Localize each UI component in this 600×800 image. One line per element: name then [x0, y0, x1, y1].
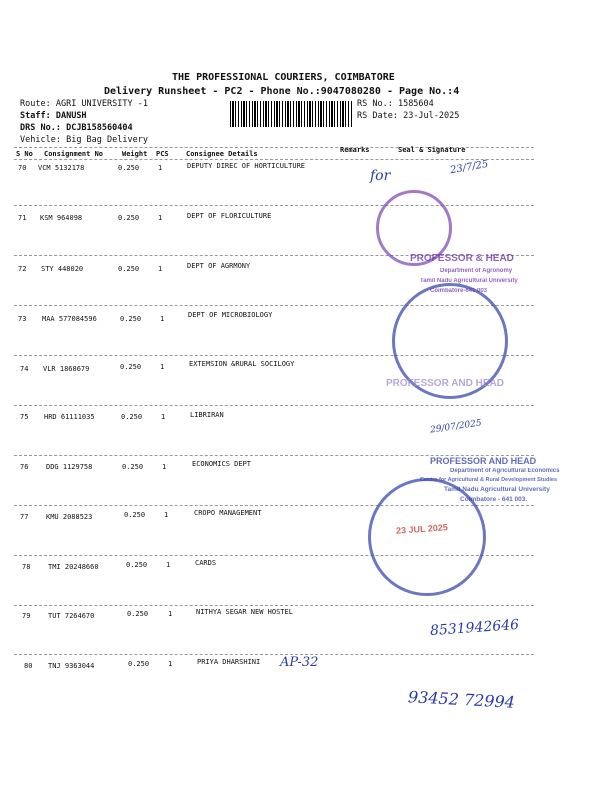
drs-label: DRS No.:	[20, 123, 61, 133]
row-pcs: 1	[158, 164, 163, 172]
row-cno: TUT 7264670	[48, 612, 95, 620]
row-consignee: ECONOMICS DEPT	[192, 460, 252, 468]
row-pcs: 1	[160, 363, 165, 371]
row-sno: 78	[22, 563, 31, 571]
staff-line	[20, 111, 87, 121]
row-rule	[14, 654, 534, 655]
row-sno: 79	[22, 612, 31, 620]
row-consignee: DEPT OF MICROBIOLOGY	[188, 311, 273, 319]
stamp-cards-centre: Centre for Agricultural & Rural Development Studies	[420, 477, 558, 483]
row-consignee: CARDS	[195, 559, 217, 567]
vehicle-label: Vehicle:	[20, 135, 61, 145]
stamp-professor-head-72: PROFESSOR & HEAD	[410, 253, 514, 264]
phone-note-80: 93452 72994	[407, 687, 516, 712]
row-weight: 0.250	[126, 561, 148, 569]
row-pcs: 1	[168, 610, 173, 618]
row-sno: 71	[18, 214, 27, 222]
row-consignee: DEPT OF AGRMONY	[187, 262, 251, 270]
seal-date-stamp: 23 JUL 2025	[395, 522, 449, 536]
rs-date-line	[357, 111, 459, 121]
signature-date-70: 23/7/25	[449, 158, 490, 177]
row-weight: 0.250	[118, 214, 140, 222]
header-rule-bottom	[14, 159, 534, 160]
route-line	[20, 99, 148, 109]
row-rule	[14, 605, 534, 606]
row-pcs: 1	[166, 561, 171, 569]
for-signature: for	[370, 168, 391, 184]
stamp-agronomy-dept: Department of Agronomy	[440, 268, 513, 274]
row-consignee: LIBRIRAN	[190, 411, 224, 419]
row-sno: 73	[18, 315, 27, 323]
row-consignee: DEPUTY DIREC OF HORTICULTURE	[187, 162, 306, 170]
row-pcs: 1	[158, 265, 163, 273]
row-consignee: CROPO MANAGEMENT	[194, 509, 262, 517]
row-weight: 0.250	[118, 164, 140, 172]
row-cno: VCM 5132178	[38, 164, 85, 172]
row-consignee: NITHYA SEGAR NEW HOSTEL	[196, 608, 293, 616]
rs-date-label: RS Date:	[357, 111, 398, 121]
phone-note-79: 8531942646	[429, 616, 520, 640]
row-cno: VLR 1868679	[43, 365, 90, 373]
barcode	[230, 101, 352, 127]
row-pcs: 1	[161, 413, 166, 421]
row-pcs: 1	[158, 214, 163, 222]
row-consignee: DEPT OF FLORICULTURE	[187, 212, 272, 220]
staff-value: DANUSH	[55, 111, 87, 121]
row-weight: 0.250	[121, 413, 143, 421]
row-cno: DDG 1129758	[46, 463, 93, 471]
row-cno: TNJ 9363044	[48, 662, 95, 670]
row-weight: 0.250	[124, 511, 146, 519]
row-weight: 0.250	[128, 660, 150, 668]
row-cno: STY 448020	[41, 265, 84, 273]
row-cno: KMU 2088523	[46, 513, 93, 521]
stamp-cbe-72: Coimbatore-641 003	[430, 288, 488, 294]
row-rule	[14, 205, 534, 206]
drs-line	[20, 123, 133, 133]
col-consignee: Consignee Details	[186, 150, 258, 158]
stamp-professor-head-74: PROFESSOR AND HEAD	[386, 378, 504, 389]
row-rule	[14, 405, 534, 406]
col-remarks: Remarks	[340, 146, 370, 154]
row-sno: 80	[24, 662, 33, 670]
vehicle-line	[20, 135, 148, 145]
handwritten-note-80: AP-32	[280, 655, 319, 670]
row-weight: 0.250	[122, 463, 144, 471]
rs-no-line	[357, 99, 434, 109]
route-value: AGRI UNIVERSITY -1	[55, 99, 148, 109]
row-sno: 72	[18, 265, 27, 273]
stamp-professor-head-76: PROFESSOR AND HEAD	[430, 456, 537, 466]
rs-no-label: RS No.:	[357, 99, 393, 109]
row-pcs: 1	[168, 660, 173, 668]
staff-label: Staff:	[20, 111, 51, 121]
col-sno: S No	[16, 150, 33, 158]
row-cno: TMI 20248660	[48, 563, 99, 571]
signature-date-75: 29/07/2025	[429, 418, 483, 436]
row-sno: 75	[20, 413, 29, 421]
row-weight: 0.250	[120, 315, 142, 323]
col-pcs: PCS	[156, 150, 169, 158]
row-consignee: PRIYA DHARSHINI	[197, 658, 261, 666]
stamp-agri-econ: Department of Agricultural Economics	[450, 468, 560, 474]
col-consignment: Consignment No	[44, 150, 104, 158]
row-consignee: EXTEMSION &RURAL SOCILOGY	[189, 360, 295, 368]
row-weight: 0.250	[118, 265, 140, 273]
row-sno: 76	[20, 463, 29, 471]
row-pcs: 1	[164, 511, 169, 519]
runsheet-subtitle: Delivery Runsheet - PC2 - Phone No.:9047080280 - Page No.:4	[104, 86, 460, 97]
row-weight: 0.250	[120, 363, 142, 371]
row-cno: MAA 577084596	[42, 315, 97, 323]
rs-no-value: 1585604	[397, 99, 434, 109]
row-cno: HRD 61111035	[44, 413, 95, 421]
stamp-tnau-72: Tamil Nadu Agricultural University	[420, 278, 518, 284]
stamp-cbe-76: Coimbatore - 641 003.	[460, 496, 528, 503]
row-pcs: 1	[160, 315, 165, 323]
row-pcs: 1	[162, 463, 167, 471]
col-weight: Weight	[122, 150, 148, 158]
vehicle-value: Big Bag Delivery	[66, 135, 148, 145]
row-weight: 0.250	[127, 610, 149, 618]
row-sno: 77	[20, 513, 29, 521]
row-cno: KSM 964098	[40, 214, 83, 222]
rs-date-value: 23-Jul-2025	[403, 111, 460, 121]
route-label: Route:	[20, 99, 51, 109]
col-seal: Seal & Signature	[398, 146, 466, 154]
company-title: THE PROFESSIONAL COURIERS, COIMBATORE	[172, 72, 395, 83]
row-sno: 74	[20, 365, 29, 373]
stamp-tnau-76: Tamil Nadu Agricultural University	[444, 486, 550, 493]
row-sno: 70	[18, 164, 27, 172]
drs-value: DCJB158560404	[66, 123, 133, 133]
